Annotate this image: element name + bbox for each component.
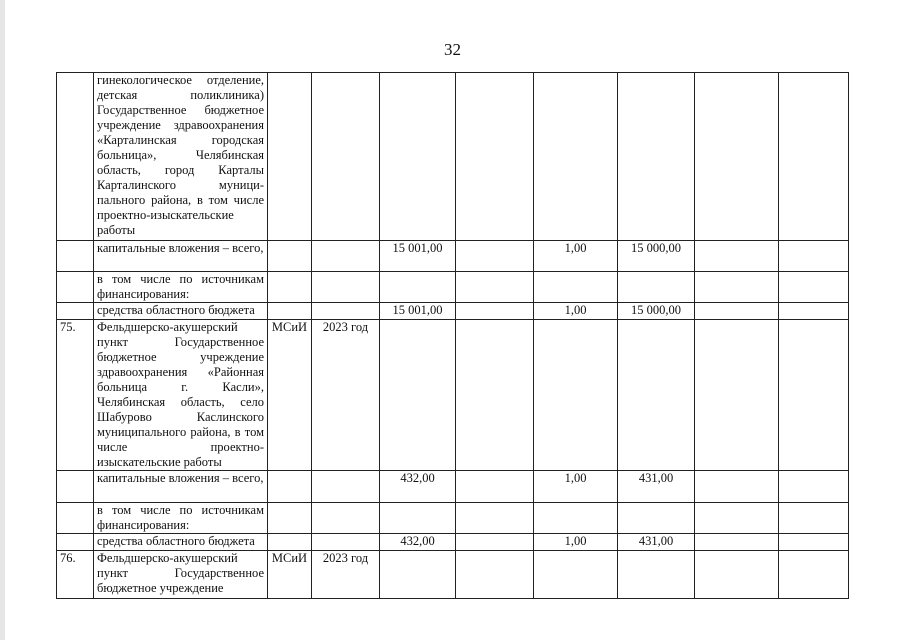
- table-row: [57, 73, 849, 241]
- row-description: Фельдшерско-акушерский пункт Государственное бюджетное учреждение: [94, 551, 268, 599]
- cell-col10: [779, 303, 849, 320]
- cell-period: [312, 471, 380, 503]
- row-index: [57, 272, 94, 303]
- cell-responsible: [268, 272, 312, 303]
- cell-col7: 1,00: [534, 303, 618, 320]
- cell-col7: [534, 503, 618, 534]
- cell-col6: [456, 272, 534, 303]
- cell-period: [312, 503, 380, 534]
- cell-col10: [779, 503, 849, 534]
- table-body: [57, 73, 849, 599]
- row-index: 76.: [57, 551, 94, 599]
- cell-col10: [779, 272, 849, 303]
- cell-responsible: [268, 471, 312, 503]
- cell-col6: [456, 303, 534, 320]
- cell-col7: [534, 551, 618, 599]
- cell-col7: 1,00: [534, 241, 618, 272]
- table-row: [57, 534, 849, 551]
- cell-col8: 431,00: [618, 471, 695, 503]
- cell-period: [312, 272, 380, 303]
- cell-col10: [779, 320, 849, 471]
- row-index: 75.: [57, 320, 94, 471]
- cell-responsible: [268, 303, 312, 320]
- cell-col6: [456, 73, 534, 241]
- cell-total: 15 001,00: [380, 303, 456, 320]
- cell-period: 2023 год: [312, 320, 380, 471]
- cell-period: [312, 303, 380, 320]
- row-description: в том числе по источникам финансирования:: [94, 272, 268, 303]
- cell-col8: 15 000,00: [618, 241, 695, 272]
- cell-col8: [618, 503, 695, 534]
- cell-col10: [779, 471, 849, 503]
- cell-col7: [534, 73, 618, 241]
- cell-responsible: [268, 534, 312, 551]
- cell-col9: [695, 551, 779, 599]
- page-left-edge: [0, 0, 5, 640]
- cell-col9: [695, 272, 779, 303]
- cell-total: 15 001,00: [380, 241, 456, 272]
- cell-period: 2023 год: [312, 551, 380, 599]
- cell-col9: [695, 241, 779, 272]
- cell-col8: 15 000,00: [618, 303, 695, 320]
- cell-responsible: [268, 73, 312, 241]
- row-description: средства областного бюджета: [94, 303, 268, 320]
- cell-col6: [456, 551, 534, 599]
- cell-col9: [695, 320, 779, 471]
- cell-col7: 1,00: [534, 534, 618, 551]
- cell-col8: [618, 320, 695, 471]
- cell-period: [312, 73, 380, 241]
- cell-col6: [456, 534, 534, 551]
- cell-col8: [618, 272, 695, 303]
- cell-responsible: МСиИ: [268, 320, 312, 471]
- cell-total: [380, 320, 456, 471]
- row-description: капитальные вложения – всего,: [94, 471, 268, 503]
- row-index: [57, 303, 94, 320]
- table-row: [57, 303, 849, 320]
- cell-col7: 1,00: [534, 471, 618, 503]
- cell-col6: [456, 503, 534, 534]
- row-description: гинекологическое отделение, детская поликлиника) Государственное бюджетное учреждение здравоохранения «Карталинская городская больница», Челябинская область, город Карталы Карталинского муници-пального района, в том числе проектно-изыскательские работы: [94, 73, 268, 241]
- cell-period: [312, 241, 380, 272]
- cell-col7: [534, 320, 618, 471]
- row-index: [57, 471, 94, 503]
- cell-total: [380, 272, 456, 303]
- cell-col9: [695, 471, 779, 503]
- table-row: [57, 272, 849, 303]
- cell-col6: [456, 471, 534, 503]
- row-index: [57, 241, 94, 272]
- row-index: [57, 73, 94, 241]
- table-row: [57, 320, 849, 471]
- cell-col9: [695, 534, 779, 551]
- row-index: [57, 534, 94, 551]
- cell-col6: [456, 320, 534, 471]
- row-description: капитальные вложения – всего,: [94, 241, 268, 272]
- cell-total: 432,00: [380, 471, 456, 503]
- table-row: [57, 503, 849, 534]
- table-row: [57, 551, 849, 599]
- cell-total: [380, 551, 456, 599]
- page-number: 32: [444, 40, 461, 59]
- cell-responsible: МСиИ: [268, 551, 312, 599]
- cell-col6: [456, 241, 534, 272]
- row-index: [57, 503, 94, 534]
- budget-table: [56, 72, 849, 599]
- cell-responsible: [268, 503, 312, 534]
- cell-col10: [779, 534, 849, 551]
- cell-col10: [779, 551, 849, 599]
- cell-col7: [534, 272, 618, 303]
- table-row: [57, 471, 849, 503]
- cell-col8: [618, 551, 695, 599]
- cell-col8: [618, 73, 695, 241]
- cell-col10: [779, 241, 849, 272]
- row-description: средства областного бюджета: [94, 534, 268, 551]
- cell-col9: [695, 503, 779, 534]
- cell-col9: [695, 303, 779, 320]
- row-description: в том числе по источникам финансирования:: [94, 503, 268, 534]
- cell-total: [380, 503, 456, 534]
- cell-col8: 431,00: [618, 534, 695, 551]
- table-row: [57, 241, 849, 272]
- cell-col10: [779, 73, 849, 241]
- row-description: Фельдшерско-акушерский пункт Государственное бюджетное учреждение здравоохранения «Районная больница г. Касли», Челябинская область, село Шабурово Каслинского муниципального района, в том числе проектно-изыскательские работы: [94, 320, 268, 471]
- cell-total: 432,00: [380, 534, 456, 551]
- cell-col9: [695, 73, 779, 241]
- cell-period: [312, 534, 380, 551]
- cell-responsible: [268, 241, 312, 272]
- cell-total: [380, 73, 456, 241]
